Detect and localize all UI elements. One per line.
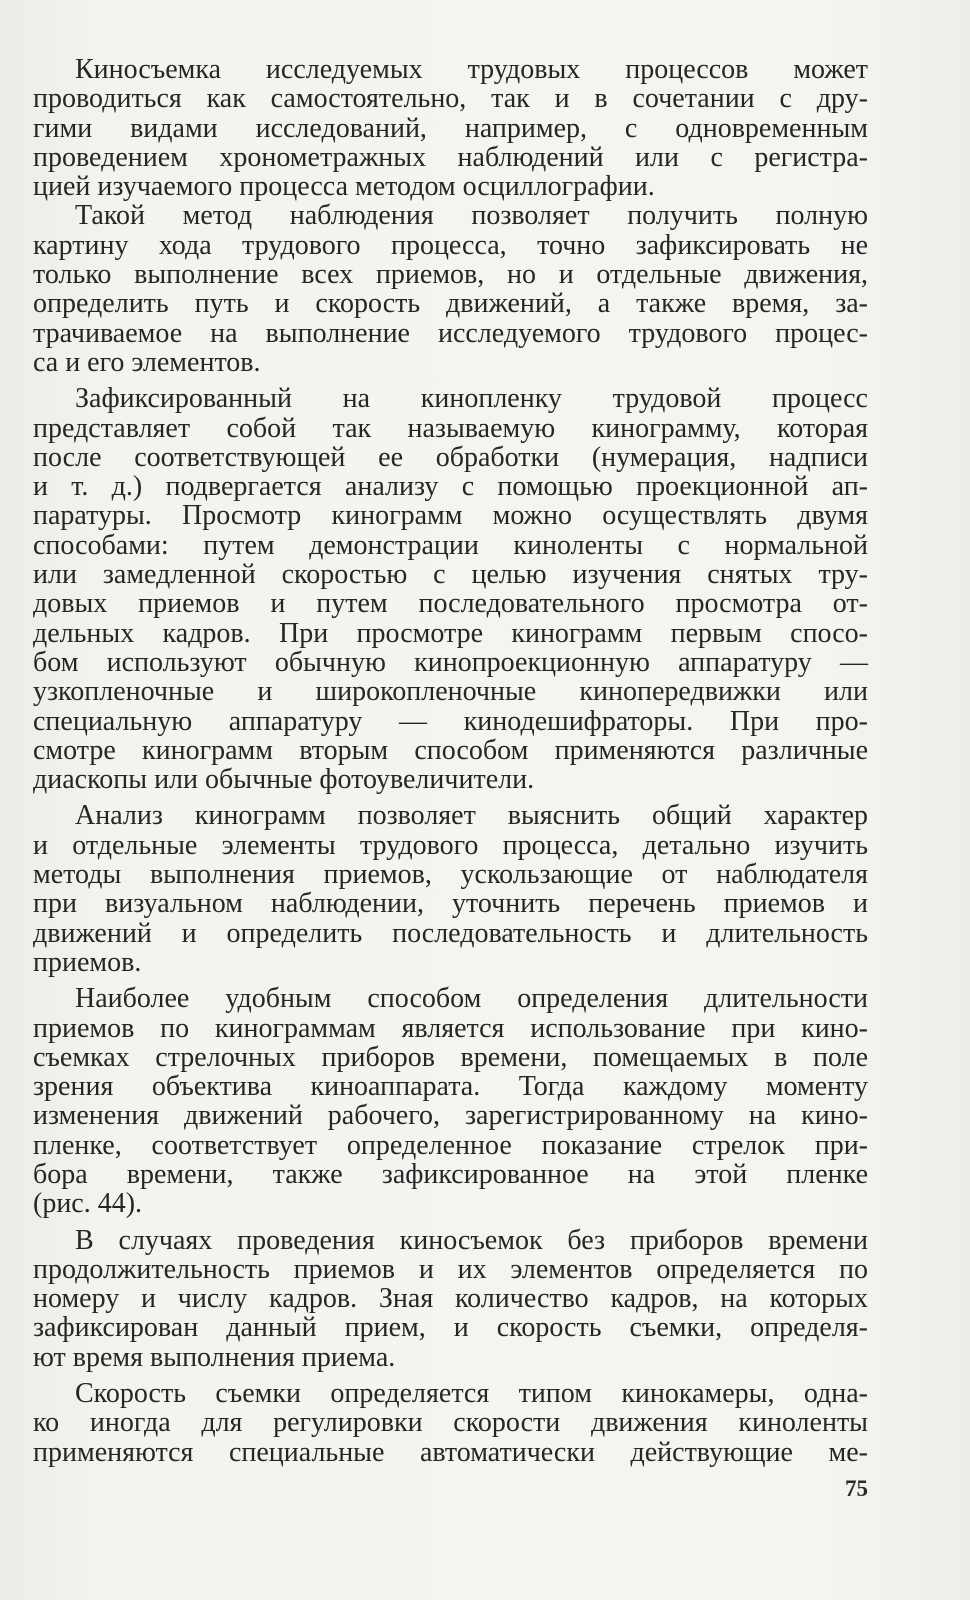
text-line: гими видами исследований, например, с одновременным [33, 112, 868, 144]
paragraph-3 [33, 384, 868, 794]
paragraph-5 [33, 984, 868, 1218]
text-line: смотре кинограмм вторым способом применяются различные [33, 734, 868, 766]
text-line: или замедленной скоростью с целью изучения снятых тру- [33, 559, 868, 591]
text-line: довых приемов и путем последовательного просмотра от- [33, 588, 868, 620]
text-line: Зафиксированный на кинопленку трудовой процесс [75, 383, 868, 415]
text-line: применяются специальные автоматически действующие ме- [33, 1436, 868, 1468]
text-line: определить путь и скорость движений, а также время, за- [33, 288, 868, 320]
text-line: способами: путем демонстрации киноленты с нормальной [33, 529, 868, 561]
text-line: приемов. [33, 946, 142, 978]
text-line: картину хода трудового процесса, точно зафиксировать не [33, 229, 868, 261]
paragraph-2 [33, 201, 868, 377]
text-line: специальную аппаратуру — кинодешифраторы. При про- [33, 705, 868, 737]
text-line: номеру и числу кадров. Зная количество кадров, на которых [33, 1283, 868, 1315]
text-line: методы выполнения приемов, ускользающие от наблюдателя [33, 859, 868, 891]
text-line: проведением хронометражных наблюдений или с регистра- [33, 141, 868, 173]
text-line: пленке, соответствует определенное показание стрелок при- [33, 1129, 868, 1161]
text-line: продолжительность приемов и их элементов определяется по [33, 1253, 868, 1285]
text-line: Киносъемка исследуемых трудовых процессов может [75, 54, 868, 85]
text-line: диаскопы или обычные фотоувеличители. [33, 764, 535, 796]
text-line: Скорость съемки определяется типом кинокамеры, одна- [75, 1378, 868, 1410]
text-line: зафиксирован данный прием, и скорость съемки, определя- [33, 1312, 868, 1344]
text-line: при визуальном наблюдении, уточнить перечень приемов и [33, 888, 868, 920]
text-line: Такой метод наблюдения позволяет получить полную [75, 200, 868, 232]
text-line: изменения движений рабочего, зарегистрированному на кино- [33, 1100, 868, 1132]
text-line: и т. д.) подвергается анализу с помощью проекционной ап- [33, 471, 868, 503]
text-line: бора времени, также зафиксированное на этой пленке [33, 1158, 868, 1190]
paragraph-6 [33, 1226, 868, 1372]
text-line: паратуры. Просмотр кинограмм можно осуществлять двумя [33, 500, 868, 532]
page-body-text [33, 55, 868, 1467]
text-line: зрения объектива киноаппарата. Тогда каждому моменту [33, 1071, 868, 1103]
paragraph-1 [33, 55, 868, 201]
text-line: Наиболее удобным способом определения длительности [75, 983, 868, 1015]
text-line: дельных кадров. При просмотре кинограмм первым спосо- [33, 617, 868, 649]
text-line: проводиться как самостоятельно, так и в сочетании с дру- [33, 83, 868, 115]
text-line: ко иногда для регулировки скорости движения киноленты [33, 1407, 868, 1439]
text-line: цией изучаемого процесса методом осциллографии. [33, 171, 655, 203]
text-line: представляет собой так называемую кинограмму, которая [33, 412, 868, 444]
text-line: и отдельные элементы трудового процесса, детально изучить [33, 829, 868, 861]
text-line: В случаях проведения киносъемок без приборов времени [75, 1224, 868, 1256]
text-line: только выполнение всех приемов, но и отдельные движения, [33, 259, 868, 291]
text-line: узкопленочные и широкопленочные кинопередвижки или [33, 676, 868, 708]
text-line: Анализ кинограмм позволяет выяснить общий характер [75, 800, 868, 832]
paragraph-4 [33, 801, 868, 977]
text-line: ют время выполнения приема. [33, 1341, 396, 1373]
paragraph-7 [33, 1379, 868, 1467]
text-line: трачиваемое на выполнение исследуемого трудового процес- [33, 317, 868, 349]
text-line: движений и определить последовательность и длительность [33, 917, 868, 949]
text-line: после соответствующей ее обработки (нумерация, надписи [33, 441, 868, 473]
text-line: съемках стрелочных приборов времени, помещаемых в поле [33, 1041, 868, 1073]
text-line: (рис. 44). [33, 1188, 143, 1220]
text-line: бом используют обычную кинопроекционную аппаратуру — [33, 646, 868, 678]
text-line: приемов по кинограммам является использование при кино- [33, 1012, 868, 1044]
text-line: са и его элементов. [33, 346, 261, 378]
page-number: 75 [845, 1476, 868, 1501]
